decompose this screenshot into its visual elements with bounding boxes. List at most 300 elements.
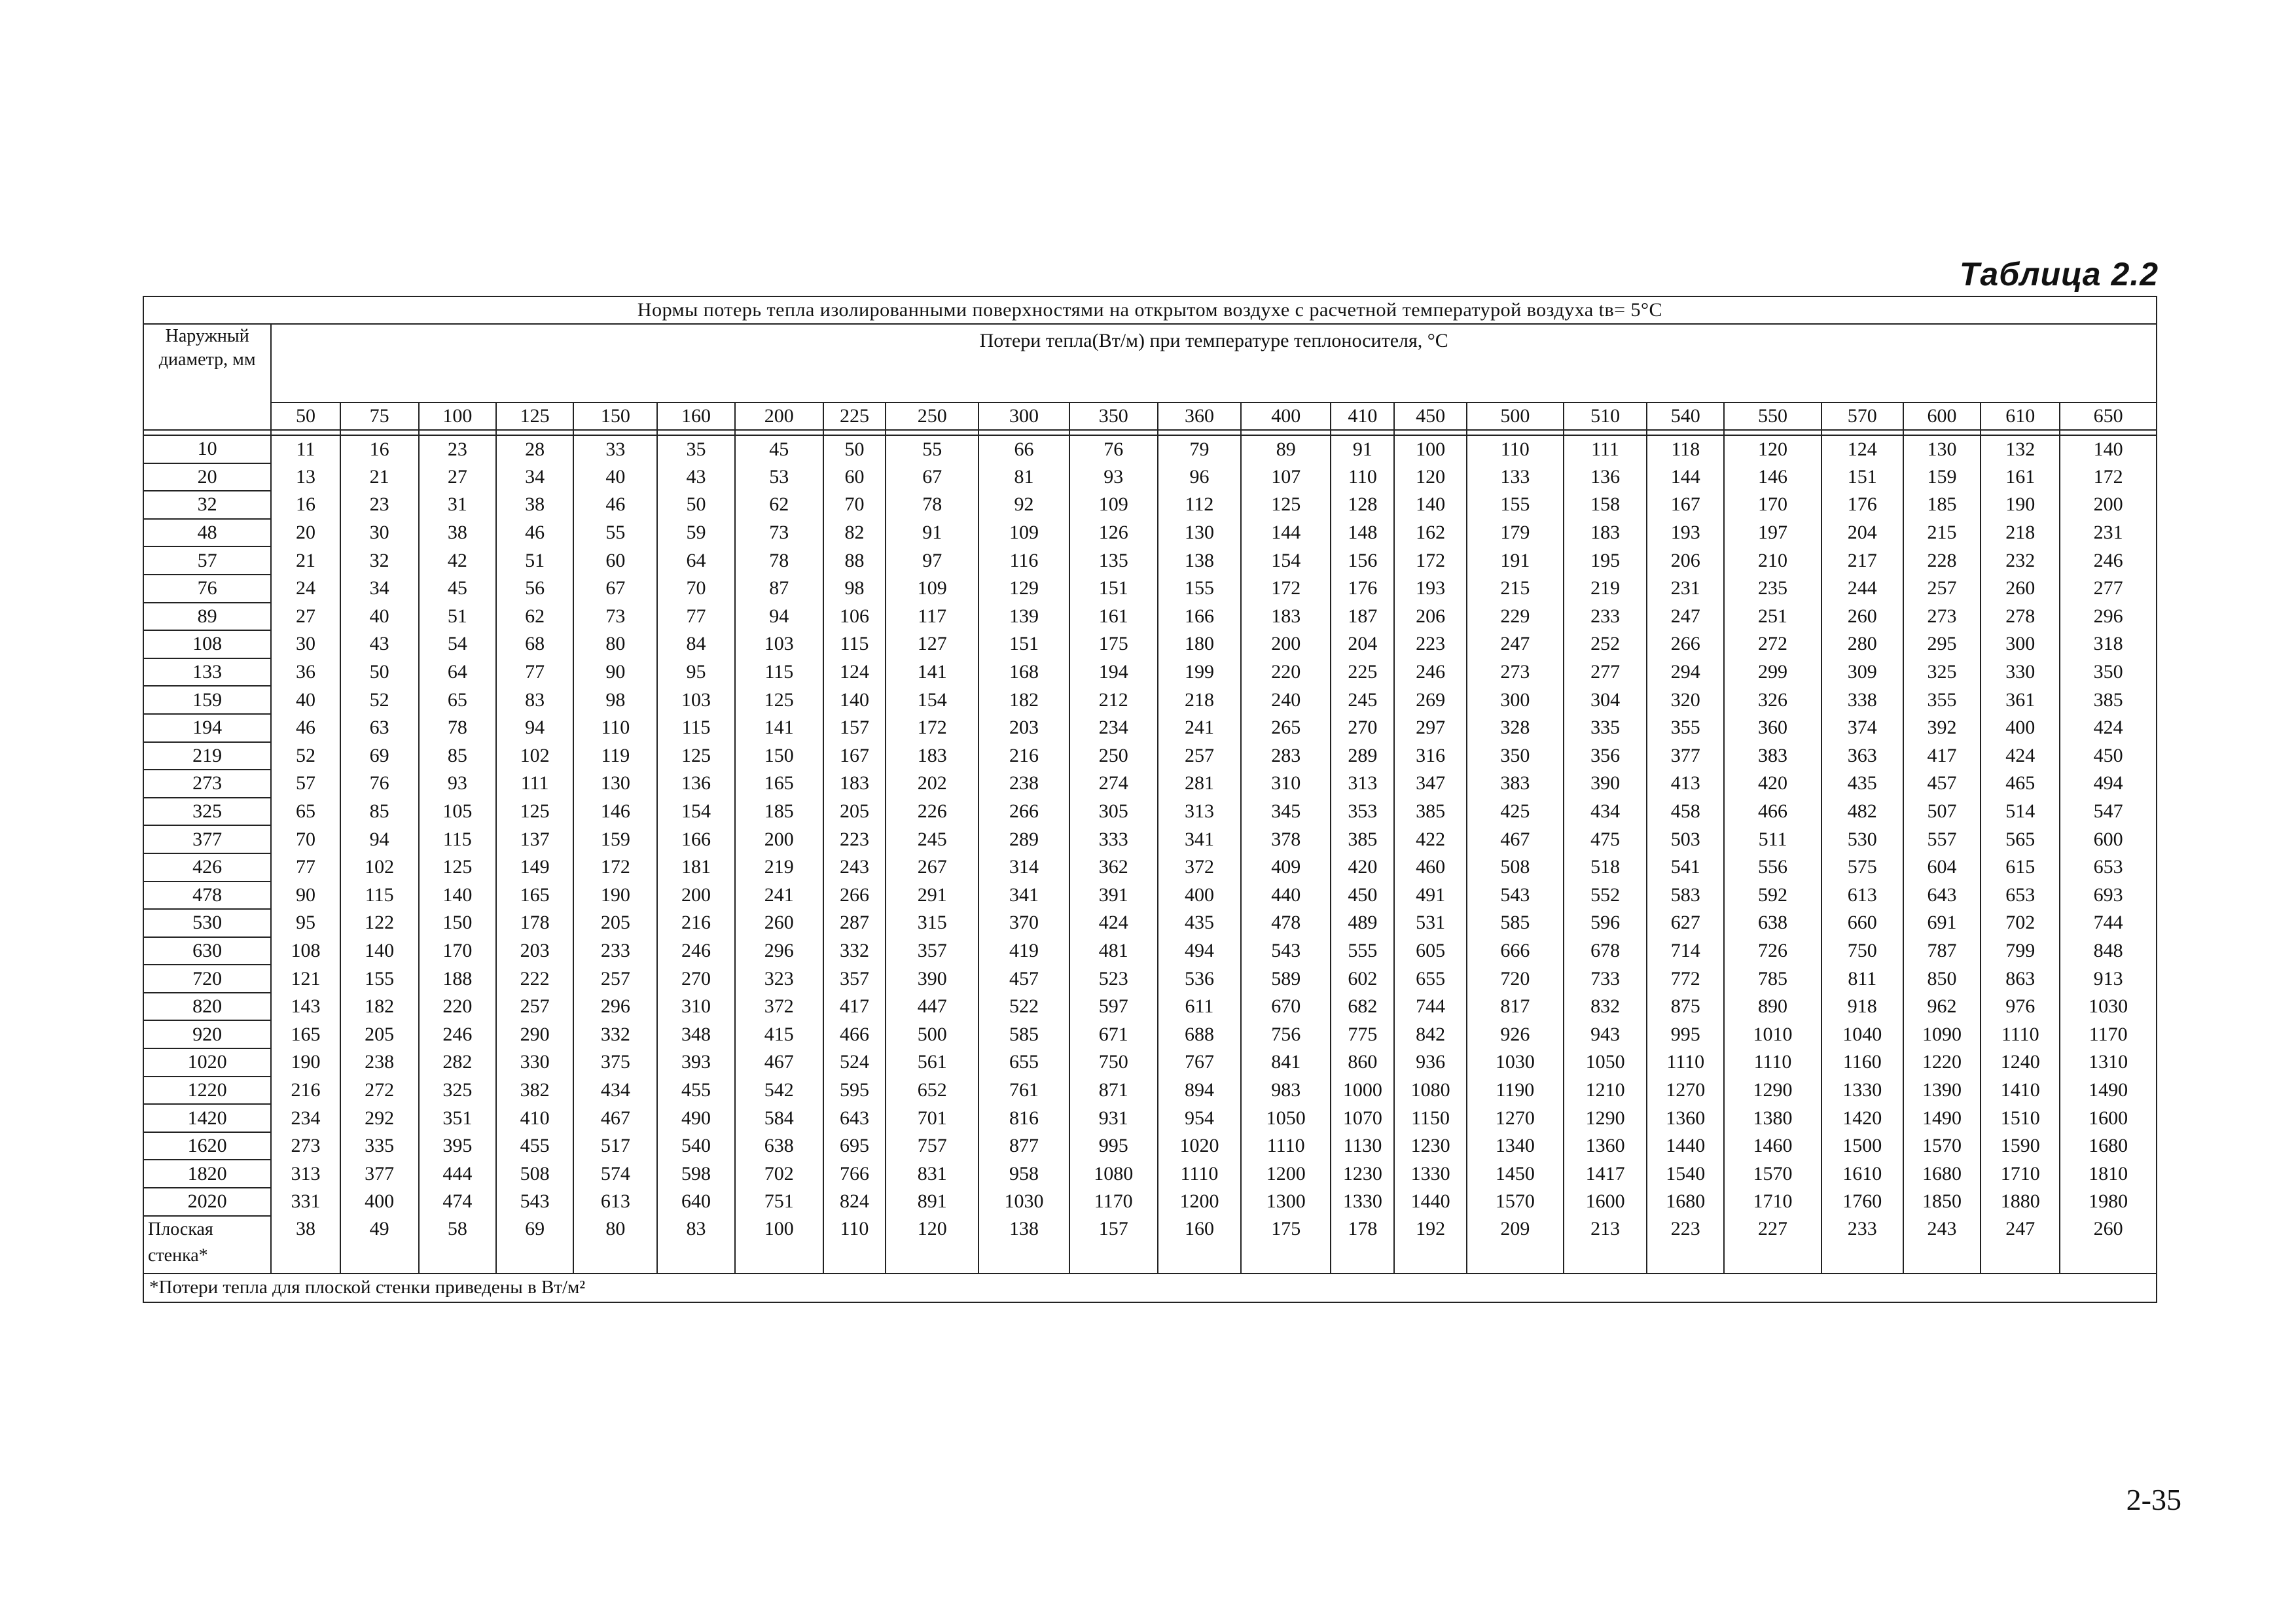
heat-loss-cell: 374 [1821,714,1903,742]
heat-loss-cell: 660 [1821,909,1903,937]
heat-loss-cell: 216 [657,909,734,937]
heat-loss-cell: 165 [496,882,573,910]
heat-loss-cell: 63 [340,714,419,742]
heat-loss-cell: 154 [657,798,734,826]
table-row [143,882,2157,910]
heat-loss-cell: 611 [1158,993,1241,1021]
heat-loss-cell: 141 [886,658,978,687]
heat-loss-cell: 420 [1724,770,1821,798]
heat-loss-cell: 643 [1903,882,1981,910]
flat-wall-cell: 100 [735,1216,823,1274]
heat-loss-cell: 775 [1331,1020,1394,1048]
heat-loss-cell: 269 [1394,686,1466,714]
heat-loss-cell: 457 [1903,770,1981,798]
heat-loss-cell: 491 [1394,882,1466,910]
table-row [143,1188,2157,1216]
heat-loss-cell: 238 [978,770,1069,798]
heat-loss-cell: 290 [496,1020,573,1048]
heat-loss-cell: 995 [1069,1132,1158,1160]
heat-loss-cell: 931 [1069,1104,1158,1132]
heat-loss-cell: 1230 [1331,1160,1394,1188]
heat-loss-cell: 151 [1069,575,1158,603]
heat-loss-cell: 318 [2060,630,2157,658]
heat-loss-cell: 51 [496,546,573,575]
heat-loss-cell: 90 [573,658,657,687]
separator-cell [735,430,823,435]
heat-loss-cell: 589 [1241,965,1331,993]
heat-loss-cell: 277 [2060,575,2157,603]
heat-loss-cell: 465 [1981,770,2060,798]
heat-loss-cell: 357 [823,965,886,993]
heat-loss-cell: 190 [271,1048,340,1077]
separator-cell [1821,430,1903,435]
heat-loss-cell: 274 [1069,770,1158,798]
heat-loss-cell: 875 [1647,993,1724,1021]
heat-loss-cell: 124 [1821,435,1903,463]
heat-loss-cell: 1050 [1241,1104,1331,1132]
heat-loss-cell: 841 [1241,1048,1331,1077]
heat-loss-cell: 166 [657,825,734,853]
separator-cell [823,430,886,435]
heat-loss-cell: 1050 [1564,1048,1647,1077]
heat-loss-cell: 335 [1564,714,1647,742]
heat-loss-cell: 140 [2060,435,2157,463]
heat-loss-cell: 154 [886,686,978,714]
flat-wall-cell: 110 [823,1216,886,1274]
heat-loss-cell: 682 [1331,993,1394,1021]
heat-loss-cell: 356 [1564,742,1647,770]
heat-loss-cell: 82 [823,519,886,547]
heat-loss-cell: 241 [1158,714,1241,742]
heat-loss-cell: 494 [1158,937,1241,965]
heat-loss-cell: 1160 [1821,1048,1903,1077]
heat-loss-cell: 272 [1724,630,1821,658]
heat-loss-cell: 511 [1724,825,1821,853]
heat-loss-cell: 31 [419,491,496,519]
flat-wall-cell: 120 [886,1216,978,1274]
heat-loss-cell: 154 [1241,546,1331,575]
heat-loss-cell: 150 [419,909,496,937]
heat-loss-cell: 314 [978,853,1069,882]
heat-loss-cell: 425 [1467,798,1564,826]
heat-loss-cell: 860 [1331,1048,1394,1077]
separator-cell [2060,430,2157,435]
temperature-header-cell: 225 [823,402,886,430]
heat-loss-cell: 33 [573,435,657,463]
heat-loss-cell: 93 [1069,463,1158,491]
heat-loss-cell: 65 [419,686,496,714]
heat-loss-cell: 400 [1158,882,1241,910]
heat-loss-cell: 109 [1069,491,1158,519]
heat-loss-cell: 91 [886,519,978,547]
heat-loss-cell: 565 [1981,825,2060,853]
heat-loss-cell: 353 [1331,798,1394,826]
heat-loss-cell: 88 [823,546,886,575]
heat-loss-cell: 119 [573,742,657,770]
heat-loss-cell: 23 [419,435,496,463]
heat-loss-cell: 363 [1821,742,1903,770]
heat-loss-cell: 936 [1394,1048,1466,1077]
heat-loss-cell: 245 [886,825,978,853]
heat-loss-cell: 338 [1821,686,1903,714]
table-row [143,909,2157,937]
heat-loss-cell: 670 [1241,993,1331,1021]
heat-loss-cell: 1030 [978,1188,1069,1216]
heat-loss-cell: 182 [340,993,419,1021]
outer-diameter-cell: 325 [143,798,271,826]
heat-loss-cell: 1190 [1467,1077,1564,1105]
temperature-header-cell: 410 [1331,402,1394,430]
separator-cell [1069,430,1158,435]
heat-loss-cell: 744 [1394,993,1466,1021]
heat-loss-cell: 172 [1241,575,1331,603]
heat-loss-cell: 313 [1331,770,1394,798]
outer-diameter-cell: 1420 [143,1104,271,1132]
heat-loss-cell: 382 [496,1077,573,1105]
heat-loss-cell: 1080 [1394,1077,1466,1105]
heat-loss-cell: 435 [1158,909,1241,937]
heat-loss-cell: 115 [340,882,419,910]
table-row [143,1077,2157,1105]
heat-loss-cell: 666 [1467,937,1564,965]
heat-loss-cell: 200 [1241,630,1331,658]
temperature-header-cell: 650 [2060,402,2157,430]
heat-loss-cell: 604 [1903,853,1981,882]
table-row [143,825,2157,853]
heat-loss-cell: 638 [1724,909,1821,937]
heat-loss-cell: 378 [1241,825,1331,853]
heat-loss-cell: 191 [1467,546,1564,575]
heat-loss-cell: 205 [573,909,657,937]
heat-loss-cell: 894 [1158,1077,1241,1105]
heat-loss-cell: 598 [657,1160,734,1188]
flat-wall-cell: 38 [271,1216,340,1274]
heat-loss-cell: 1110 [1241,1132,1331,1160]
heat-loss-cell: 350 [1467,742,1564,770]
heat-loss-cell: 112 [1158,491,1241,519]
heat-loss-cell: 1270 [1647,1077,1724,1105]
table-row [143,1132,2157,1160]
heat-loss-cell: 552 [1564,882,1647,910]
outer-diameter-cell: 219 [143,742,271,770]
heat-loss-cell: 267 [886,853,978,882]
heat-loss-cell: 688 [1158,1020,1241,1048]
heat-loss-cell: 216 [978,742,1069,770]
heat-loss-cell: 309 [1821,658,1903,687]
outer-diameter-cell: 20 [143,463,271,491]
heat-loss-cell: 217 [1821,546,1903,575]
heat-loss-cell: 360 [1724,714,1821,742]
flat-wall-cell: 157 [1069,1216,1158,1274]
heat-loss-cell: 146 [573,798,657,826]
heat-loss-cell: 76 [340,770,419,798]
flat-wall-cell: 227 [1724,1216,1821,1274]
heat-loss-cell: 467 [735,1048,823,1077]
heat-loss-cell: 543 [1467,882,1564,910]
heat-loss-cell: 45 [419,575,496,603]
flat-wall-cell: 233 [1821,1216,1903,1274]
heat-loss-cell: 35 [657,435,734,463]
heat-loss-cell: 109 [886,575,978,603]
heat-loss-cell: 202 [886,770,978,798]
table-row [143,603,2157,631]
heat-loss-cell: 266 [978,798,1069,826]
table-row [143,1020,2157,1048]
heat-loss-cell: 557 [1903,825,1981,853]
heat-loss-cell: 137 [496,825,573,853]
heat-loss-cell: 200 [657,882,734,910]
heat-loss-cell: 702 [735,1160,823,1188]
heat-loss-cell: 671 [1069,1020,1158,1048]
heat-loss-cell: 266 [1647,630,1724,658]
separator-cell [1903,430,1981,435]
heat-loss-cell: 28 [496,435,573,463]
heat-loss-cell: 115 [735,658,823,687]
heat-loss-cell: 185 [735,798,823,826]
heat-loss-cell: 1230 [1394,1132,1466,1160]
heat-loss-cell: 218 [1158,686,1241,714]
heat-loss-cell: 395 [419,1132,496,1160]
heat-loss-cell: 1020 [1158,1132,1241,1160]
table-row [143,798,2157,826]
heat-loss-cell: 206 [1647,546,1724,575]
heat-loss-cell: 80 [573,630,657,658]
heat-loss-cell: 1490 [1903,1104,1981,1132]
heat-loss-cell: 188 [419,965,496,993]
table-row [143,965,2157,993]
heat-loss-cell: 1150 [1394,1104,1466,1132]
heat-loss-cell: 1420 [1821,1104,1903,1132]
heat-loss-cell: 234 [1069,714,1158,742]
heat-loss-cell: 185 [1903,491,1981,519]
heat-loss-cell: 233 [573,937,657,965]
heat-loss-cell: 76 [1069,435,1158,463]
heat-loss-cell: 183 [1564,519,1647,547]
heat-loss-cell: 536 [1158,965,1241,993]
heat-loss-cell: 155 [1467,491,1564,519]
heat-loss-cell: 77 [496,658,573,687]
heat-loss-cell: 1000 [1331,1077,1394,1105]
heat-loss-cell: 304 [1564,686,1647,714]
heat-loss-cell: 165 [735,770,823,798]
heat-loss-cell: 92 [978,491,1069,519]
heat-loss-cell: 811 [1821,965,1903,993]
heat-loss-cell: 53 [735,463,823,491]
heat-loss-cell: 913 [2060,965,2157,993]
heat-loss-cell: 50 [823,435,886,463]
outer-diameter-cell: 478 [143,882,271,910]
table-row [143,686,2157,714]
heat-loss-cell: 522 [978,993,1069,1021]
heat-loss-cell: 158 [1564,491,1647,519]
heat-loss-cell: 595 [823,1077,886,1105]
separator-cell [573,430,657,435]
temperature-header-cell: 600 [1903,402,1981,430]
heat-loss-cell: 385 [1394,798,1466,826]
outer-diameter-cell: 377 [143,825,271,853]
heat-loss-cell: 250 [1069,742,1158,770]
heat-loss-cell: 238 [340,1048,419,1077]
heat-loss-cell: 183 [823,770,886,798]
heat-loss-cell: 78 [886,491,978,519]
flat-wall-cell: 80 [573,1216,657,1274]
heat-loss-cell: 1300 [1241,1188,1331,1216]
heat-loss-cell: 203 [496,937,573,965]
temperature-header-cell: 150 [573,402,657,430]
heat-loss-cell: 246 [1394,658,1466,687]
heat-loss-cell: 73 [573,603,657,631]
heat-loss-cell: 1610 [1821,1160,1903,1188]
heat-loss-cell: 702 [1981,909,2060,937]
heat-loss-cell: 203 [978,714,1069,742]
heat-loss-cell: 691 [1903,909,1981,937]
heat-loss-cell: 107 [1241,463,1331,491]
heat-loss-cell: 94 [340,825,419,853]
heat-loss-cell: 62 [735,491,823,519]
heat-loss-cell: 260 [735,909,823,937]
heat-loss-cell: 155 [1158,575,1241,603]
heat-loss-cell: 162 [1394,519,1466,547]
flat-wall-label: Плоская стенка* [143,1216,271,1274]
heat-loss-cell: 1310 [2060,1048,2157,1077]
heat-loss-cell: 1070 [1331,1104,1394,1132]
separator-cell [340,430,419,435]
heat-loss-cell: 333 [1069,825,1158,853]
heat-loss-cell: 216 [271,1077,340,1105]
heat-loss-cell: 146 [1724,463,1821,491]
heat-loss-cell: 330 [1981,658,2060,687]
heat-loss-cell: 52 [271,742,340,770]
heat-loss-cell: 200 [735,825,823,853]
heat-loss-cell: 695 [823,1132,886,1160]
table-row [143,1048,2157,1077]
heat-loss-cell: 125 [419,853,496,882]
heat-loss-cell: 110 [1331,463,1394,491]
heat-loss-cell: 316 [1394,742,1466,770]
heat-loss-cell: 341 [1158,825,1241,853]
heat-loss-cell: 640 [657,1188,734,1216]
heat-loss-cell: 424 [2060,714,2157,742]
heat-loss-cell: 87 [735,575,823,603]
heat-loss-cell: 481 [1069,937,1158,965]
heat-loss-cell: 613 [1821,882,1903,910]
heat-loss-cell: 125 [496,798,573,826]
heat-loss-cell: 447 [886,993,978,1021]
heat-loss-cell: 161 [1981,463,2060,491]
heat-loss-cell: 73 [735,519,823,547]
flat-wall-cell: 192 [1394,1216,1466,1274]
heat-loss-cell: 233 [1564,603,1647,631]
heat-loss-cell: 444 [419,1160,496,1188]
heat-loss-cell: 56 [496,575,573,603]
heat-loss-cell: 16 [271,491,340,519]
heat-loss-cell: 278 [1981,603,2060,631]
heat-loss-cell: 257 [496,993,573,1021]
separator-cell [143,430,271,435]
heat-loss-cell: 64 [657,546,734,575]
heat-loss-cell: 678 [1564,937,1647,965]
heat-loss-cell: 273 [1903,603,1981,631]
heat-loss-cell: 159 [1903,463,1981,491]
heat-loss-cell: 831 [886,1160,978,1188]
heat-loss-cell: 235 [1724,575,1821,603]
heat-loss-cell: 1440 [1394,1188,1466,1216]
heat-loss-cell: 141 [735,714,823,742]
heat-loss-cell: 1570 [1467,1188,1564,1216]
table-title: Таблица 2.2 [1959,256,2159,293]
heat-loss-cell: 1390 [1903,1077,1981,1105]
heat-loss-cell: 500 [886,1020,978,1048]
heat-loss-cell: 93 [419,770,496,798]
heat-loss-cell: 138 [1158,546,1241,575]
heat-loss-cell: 282 [419,1048,496,1077]
heat-loss-cell: 419 [978,937,1069,965]
heat-loss-cell: 600 [2060,825,2157,853]
heat-loss-cell: 220 [419,993,496,1021]
heat-loss-cell: 54 [419,630,496,658]
heat-loss-cell: 361 [1981,686,2060,714]
heat-loss-cell: 475 [1564,825,1647,853]
heat-loss-cell: 172 [1394,546,1466,575]
heat-loss-cell: 467 [573,1104,657,1132]
separator-cell [1467,430,1564,435]
heat-loss-cell: 926 [1467,1020,1564,1048]
heat-loss-cell: 122 [340,909,419,937]
heat-loss-cell: 77 [657,603,734,631]
heat-loss-cell: 300 [1981,630,2060,658]
heat-loss-cell: 62 [496,603,573,631]
heat-loss-cell: 1010 [1724,1020,1821,1048]
heat-loss-cell: 1880 [1981,1188,2060,1216]
heat-loss-cell: 325 [1903,658,1981,687]
outer-diameter-cell: 89 [143,603,271,631]
heat-loss-cell: 43 [657,463,734,491]
heat-loss-cell: 313 [271,1160,340,1188]
heat-loss-cell: 260 [1821,603,1903,631]
heat-loss-cell: 602 [1331,965,1394,993]
heat-loss-cell: 596 [1564,909,1647,937]
heat-loss-cell: 467 [1467,825,1564,853]
heat-loss-cell: 1710 [1981,1160,2060,1188]
heat-loss-cell: 128 [1331,491,1394,519]
heat-loss-cell: 655 [1394,965,1466,993]
heat-loss-cell: 121 [271,965,340,993]
heat-loss-cell: 848 [2060,937,2157,965]
heat-loss-cell: 246 [419,1020,496,1048]
heat-loss-cell: 518 [1564,853,1647,882]
heat-loss-cell: 351 [419,1104,496,1132]
heat-loss-cell: 585 [978,1020,1069,1048]
heat-loss-cell: 816 [978,1104,1069,1132]
separator-cell [1724,430,1821,435]
heat-loss-cell: 166 [1158,603,1241,631]
outer-diameter-cell: 820 [143,993,271,1021]
heat-loss-cell: 167 [823,742,886,770]
heat-loss-cell: 116 [978,546,1069,575]
heat-loss-cell: 1600 [1564,1188,1647,1216]
heat-loss-cell: 508 [496,1160,573,1188]
heat-loss-cell: 244 [1821,575,1903,603]
heat-loss-cell: 126 [1069,519,1158,547]
heat-loss-cell: 59 [657,519,734,547]
heat-loss-cell: 292 [340,1104,419,1132]
heat-loss-cell: 247 [1467,630,1564,658]
heat-loss-cell: 34 [340,575,419,603]
heat-loss-cell: 757 [886,1132,978,1160]
heat-loss-cell: 157 [823,714,886,742]
heat-loss-cell: 243 [823,853,886,882]
outer-diameter-cell: 194 [143,714,271,742]
